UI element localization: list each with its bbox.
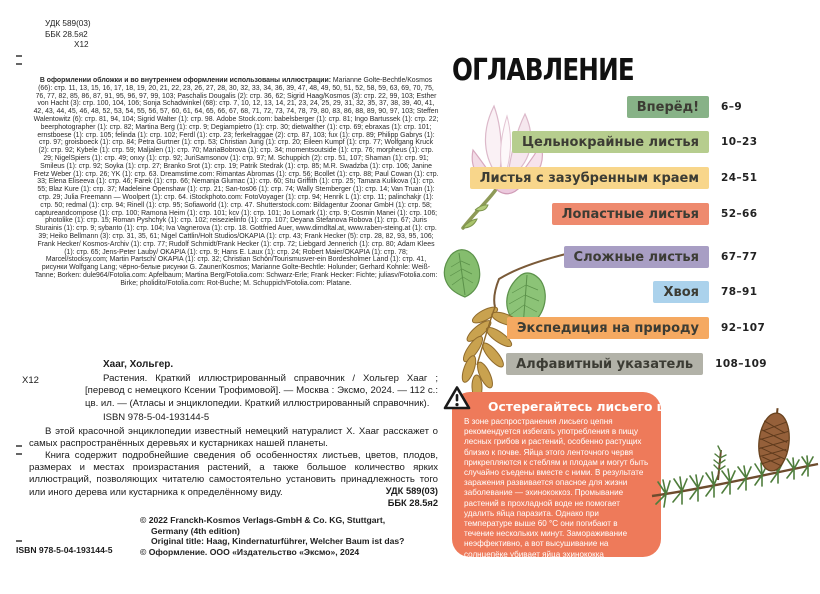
toc-pages: 10–23 <box>721 136 758 148</box>
udk-code: УДК 589(03) <box>45 19 91 28</box>
classification-codes-top <box>45 19 91 51</box>
copyright-block <box>140 515 404 557</box>
spruce-cone-illustration <box>648 408 820 520</box>
toc-label: Листья с зазубренным краем <box>470 167 709 189</box>
toc-row <box>445 281 767 303</box>
print-mark <box>16 55 22 57</box>
toc-pages: 52–66 <box>721 208 758 220</box>
toc-row <box>445 96 767 118</box>
toc-pages: 92–107 <box>721 322 766 334</box>
warning-triangle-icon <box>443 385 471 411</box>
annotation-paragraph: В этой красочной энциклопедии известный немецкий натуралист Х. Хааг расскажет о самых распространённых деревьях и кустарниках нашей планеты. <box>29 426 438 450</box>
toc-pages: 6–9 <box>721 101 743 113</box>
bibliographic-entry: Растения. Краткий иллюстрированный справочник / Хольгер Хааг ; [перевод с немецкого Ксении Трофимовой]. — Москва : Эксмо, 2024. — 112 с.: цв. ил. — (Атласы и энциклопедии. Краткий иллюстрированный справочник). <box>85 373 438 409</box>
toc-row <box>445 353 767 375</box>
toc-row <box>445 203 767 225</box>
toc-pages: 24–51 <box>721 172 758 184</box>
toc-pages: 108–109 <box>715 358 767 370</box>
illustration-credits <box>33 77 439 288</box>
isbn-number: ISBN 978-5-04-193144-5 <box>103 412 210 423</box>
bbk-code: ББК 28.5я2 <box>45 29 88 39</box>
print-mark <box>16 63 22 65</box>
toc-label: Алфавитный указатель <box>506 353 703 375</box>
author-code: Х12 <box>22 375 39 386</box>
author-heading: Хааг, Хольгер. <box>103 359 174 370</box>
toc-label: Цельнокрайные листья <box>512 131 709 153</box>
toc-row <box>445 131 767 153</box>
warning-title: Остерегайтесь лисьего цепня! <box>488 400 705 414</box>
bbk-code: ББК 28.5я2 <box>387 497 438 508</box>
copyright-line: © Оформление. ООО «Издательство «Эксмо», 2024 <box>140 546 360 557</box>
fox-tapeworm-warning-box <box>452 392 705 569</box>
credits-body: Marianne Golte-Bechtle/Kosmos (66): стр. 11, 13, 15, 16, 17, 18, 19, 20, 21, 22, 23, 26, 27, 28, 30, 32, 33, 34, 36, 39, 47, 48, 49, 50, 51, 52, 58, 59, 63, 69, 70, 75, 76, 77, 82, 85, 86, 87, 91, 95, 96, 97, 99, 103; Paschalis Dougalis (2): стр. 36, 62; Sigrid Haag/Kosmos (3): стр. 22, 99, 103; Esther von Hacht (3): стр. 100, 104, 106; Sonja Schadwinkel (68): стр. 7, 10, 12, 13, 14, 21, 23, 24, 25, 29, 31, 32, 35, 37, 38, 39, 40, 41, 42, 43, 44, 45, 46, 48, 52, 53, 54, 55, 56, 57, 60, 61, 64, 65, 66, 67, 68, 71, 72, 73, 74, 78, 79, 80, 83, 86, 88, 89, 90, 97, 103; Steffen Walentowitz (6): стр. 81, 94, 104; Sigrid Walter (1): стр. 98. Adobe Stock.com: babelsberger (1): стр. 81; Ingo Bartussek (1): стр. 22; beerphotographer (1): стр. 82; Martina Berg (1): стр. 9; Degiampietro (1): стр. 30; dietwalther (1): стр. 69; ebraxas (1): стр. 101; ernstboese (1): стр. 105; felinda (1): стр. 102; Ferdl (1): стр. 23; ferkelraggae (2): стр. 87, 103; fux (1): стр. 89; Philipp Gabrys (1): стр. 97; groisboeck (1): стр. 84; Petra Gurtner (1): стр. 53; Christian Jung (1): стр. 20; Eileen Kumpf (1): стр. 77; Wolfgang Kruck (2): стр. 92; Kybele (1): стр. 59; Maljalen (1): стр. 70; MariaBobrova (1): стр. 34; momentsoutside (1): стр. 76; morpheus (1): стр. 29; NigelSpiers (1): стр. 49; onxy (1): стр. 92; JuriSamsonov (1): стр. 97; M. Schuppich (2): стр. 51, 107; Shaman (1): стр. 91; Smileus (1): стр. 92; Soyka (1): стр. 27; Branko Srot (1): стр. 19; Patrik Stedrak (1): стр. 85; M.R. Swadzba (1): стр. 106; Janine Fretz Weber (1): стр. 26; YK (1): стр. 63. Dreamstime.com: Rimantas Abromas (1): стр. 56; Bcollet (1): стр. 88; Paul Cowan (1): стр. 33; Elena Eliseeva (1): стр. 46; Farek (1): стр. 66; Nemanja Glumac (1): стр. 60; Stu Griffith (1): стр. 25; Tamara Kulikova (1): стр. 55; Blaz Kure (1): стр. 37; Madeleine Openshaw (1): стр. 21; San-tos06 (1): стр. 74; Wally Stemberger (1): стр. 14; Van Truan (1): стр. 29; Julia Freemann — Woolpert (1): стр. 64. iStockphoto.com: FotoVoyager (1): стр. 94; Henrik L (1): стр. 11; palinchakjr (1): стр. 50; redmal (1): стр. 94; Rinell (1): стр. 95; Sofiaworld (1): стр. 47. Shutterstock.com: Bildagentur Zoonar GmbH (1): стр. 58; captureandcompose (1): стр. 100; Ramona Heim (1): стр. 101; kcv (1): стр. 101; Jo Lomark (1): стр. 9; Cosmin Manei (1): стр. 106; photolike (1): стр. 15; Roman Pyshchyk (1): стр. 102; reisezielinfo (1): стр. 107; Deyana Stefanova Robova (1): стр. 67; Juris Sturainis (1): стр. 9; sybanto (1): стр. 104; Iva Vagnerova (1): стр. 18. Gottfried Auer, www.dirndltal.at, www.raben-steing.at (1): стр. 39; Heiko Bellmann (3): стр. 31, 35, 61; Nigel Cattlin/Holt Studios/OKAPIA (1): стр. 43; Frank Hecker (5): стр. 28, 82, 93, 95, 106; Frank Hecker/ Kosmos-Archiv (1): стр. 77; Rudolf Schmidt/Frank Hecker (1): стр. 72; Liebgard Jennerich (1): стр. 80; Adam Klees (1): стр. 65; Jens-Peter Lauby/ OKAPIA (1): стр. 9; Hans E. Laux (1): стр. 24; Robert Maier/OKAPIA (1): стр. 78; Marcel/stocksy.com; Martin Partsch/ OKAPIA (1): стр. 32; Christian Schön/Tourismusver-ein Bordesholmer Land (1): стр. 41, рисунки Wolfgang Lang; чёрно-белые рисунки G. Zauner/Kosmos; Marianne Golte-Bechtle: Holunder; Gerhard Kohnle: Weiß-Tanne; Borken: dule964/Fotolia.com: Apfelbaum; Martina Berg/Fotolia.com: Schwarz-Erle; Frank Hecker: Fichte; juliasv/Fotolia.com: Birke; pholidito/Fotolia.com: Rot-Buche; M. Schuppich/Fotolia.com: Platane. <box>33 77 439 287</box>
copyright-line: Germany (4th edition) <box>151 525 240 536</box>
copyright-line: Original title: Haag, Kindernaturführer, Welcher Baum ist das? <box>151 536 405 547</box>
classification-codes-bottom <box>29 486 438 509</box>
toc-row <box>445 317 767 339</box>
page-title: ОГЛАВЛЕНИЕ <box>452 53 634 88</box>
warning-body-text: В зоне распространения лисьего цепня рекомендуется избегать употребления в пищу лесных грибов и растений, особенно растущих близко к почве. Яйца этого ленточного червя прикрепляются к стеблям и плодам и могут быть случайно съедены вместе с ними. В результате заражения развивается опасное для жизни заболевание — эхинококкоз. Промывание растений в прохладной воде не помогает удалить яйца паразита. Однако при температуре выше 60 °C они погибают в течение нескольких минут. Замораживание неэффективно, а вот высушивание на солнцепёке убивает яйца эхинококка приблизительно за неделю. <box>464 417 649 569</box>
toc-label: Вперёд! <box>627 96 709 118</box>
print-mark <box>16 445 22 447</box>
toc-label: Сложные листья <box>564 246 709 268</box>
isbn-bottom: ISBN 978-5-04-193144-5 <box>16 545 113 555</box>
toc-row <box>445 246 767 268</box>
annotation-paragraph: Книга содержит подробнейшие сведения об особенностях листьев, цветов, плодов, размерах и местах произрастания растений, а также большое количество ярких иллюстраций, позволяющих читателю самостоятельно установить принадлежность того или иного дерева или кустарника к определённому виду. <box>29 450 438 498</box>
copyright-line: © 2022 Franckh-Kosmos Verlags-GmbH & Co. KG, Stuttgart, <box>140 515 386 525</box>
toc-pages: 78–91 <box>721 286 758 298</box>
print-mark <box>16 453 22 455</box>
toc-label: Лопастные листья <box>552 203 709 225</box>
udk-code: УДК 589(03) <box>385 486 438 496</box>
print-mark <box>16 540 22 542</box>
toc-row <box>445 167 767 189</box>
toc-label: Хвоя <box>653 281 709 303</box>
credits-heading: В оформлении обложки и во внутреннем оформлении использованы иллюстрации: <box>39 77 331 84</box>
toc-label: Экспедиция на природу <box>507 317 709 339</box>
toc-pages: 67–77 <box>721 251 758 263</box>
author-sign-code: Х12 <box>74 40 89 49</box>
